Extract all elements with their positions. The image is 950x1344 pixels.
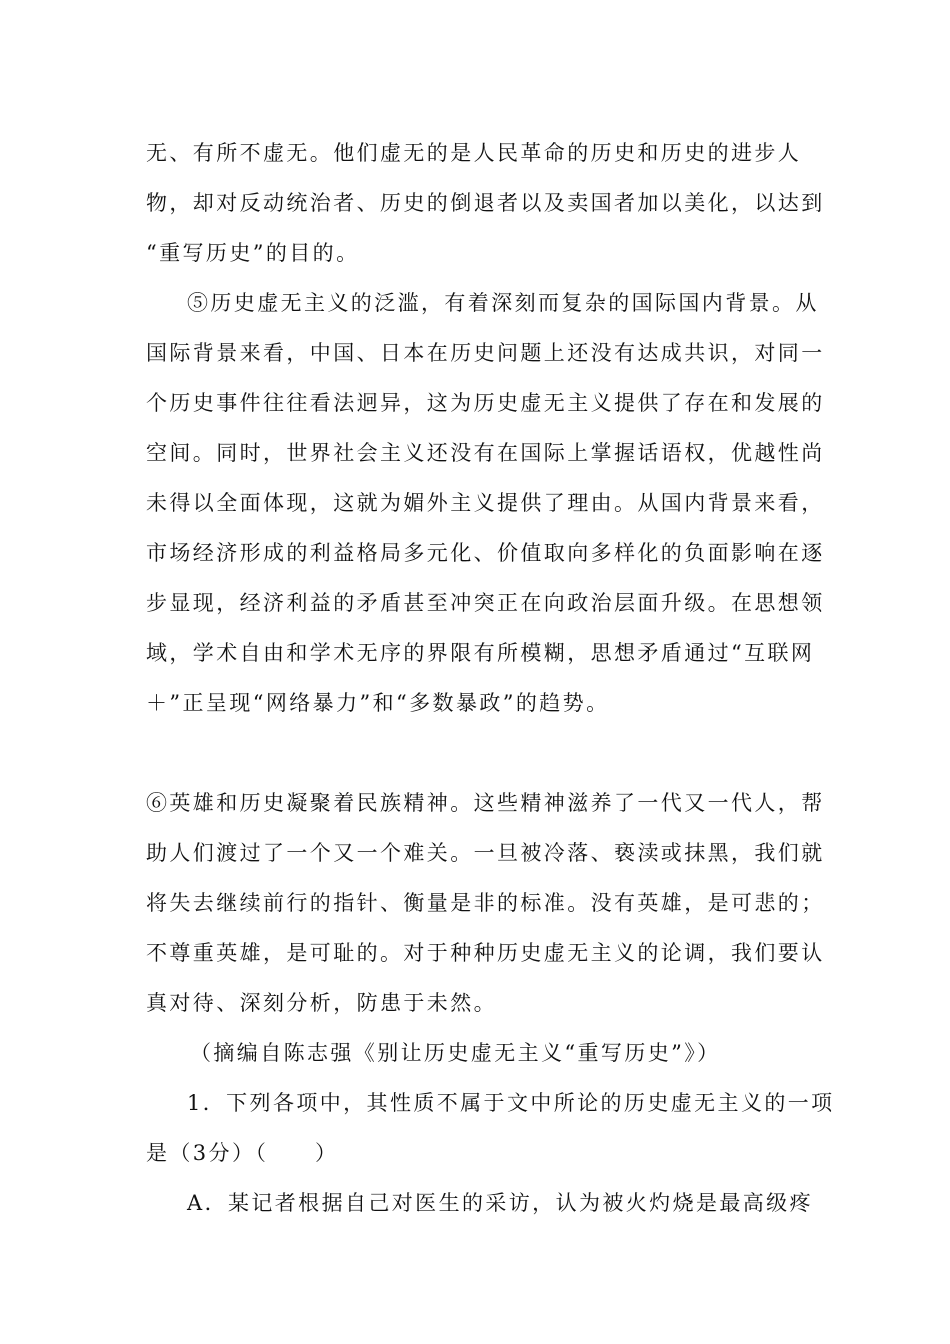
text-line: 将失去继续前行的指针、衡量是非的标准。没有英雄，是可悲的； [146, 891, 825, 915]
text-line: 市场经济形成的利益格局多元化、价值取向多样化的负面影响在逐 [146, 541, 825, 565]
text-line: 物，却对反动统治者、历史的倒退者以及卖国者加以美化，以达到 [146, 191, 825, 215]
text-line: 国际背景来看，中国、日本在历史问题上还没有达成共识，对同一 [146, 341, 825, 365]
text-line: 步显现，经济利益的矛盾甚至冲突正在向政治层面升级。在思想领 [146, 591, 825, 615]
text-line: 空间。同时，世界社会主义还没有在国际上掌握话语权，优越性尚 [146, 441, 825, 465]
text-line: 不尊重英雄，是可耻的。对于种种历史虚无主义的论调，我们要认 [146, 941, 825, 965]
text-line: 域，学术自由和学术无序的界限有所模糊，思想矛盾通过“互联网 [146, 641, 815, 665]
text-line: 未得以全面体现，这就为媚外主义提供了理由。从国内背景来看， [146, 491, 825, 515]
text-line: 助人们渡过了一个又一个难关。一旦被冷落、亵渎或抹黑，我们就 [146, 841, 825, 865]
text-line: ＋”正呈现“网络暴力”和“多数暴政”的趋势。 [146, 691, 610, 715]
question-stem: 1．下列各项中，其性质不属于文中所论的历史虚无主义的一项 [187, 1091, 835, 1115]
paragraph-first-line: ⑤历史虚无主义的泛滥，有着深刻而复杂的国际国内背景。从 [187, 291, 819, 315]
text-line: 无、有所不虚无。他们虚无的是人民革命的历史和历史的进步人 [146, 141, 802, 165]
option-a: A．某记者根据自己对医生的采访，认为被火灼烧是最高级疼 [187, 1191, 813, 1215]
question-stem-line: 是（3分）（ ） [146, 1141, 339, 1165]
source-attribution: （摘编自陈志强《别让历史虚无主义“重写历史”》） [190, 1041, 721, 1065]
text-line: “重写历史”的目的。 [146, 241, 360, 265]
text-line: 个历史事件往往看法迥异，这为历史虚无主义提供了存在和发展的 [146, 391, 825, 415]
paragraph-first-line: ⑥英雄和历史凝聚着民族精神。这些精神滋养了一代又一代人，帮 [146, 791, 825, 815]
text-line: 真对待、深刻分析，防患于未然。 [146, 991, 497, 1015]
